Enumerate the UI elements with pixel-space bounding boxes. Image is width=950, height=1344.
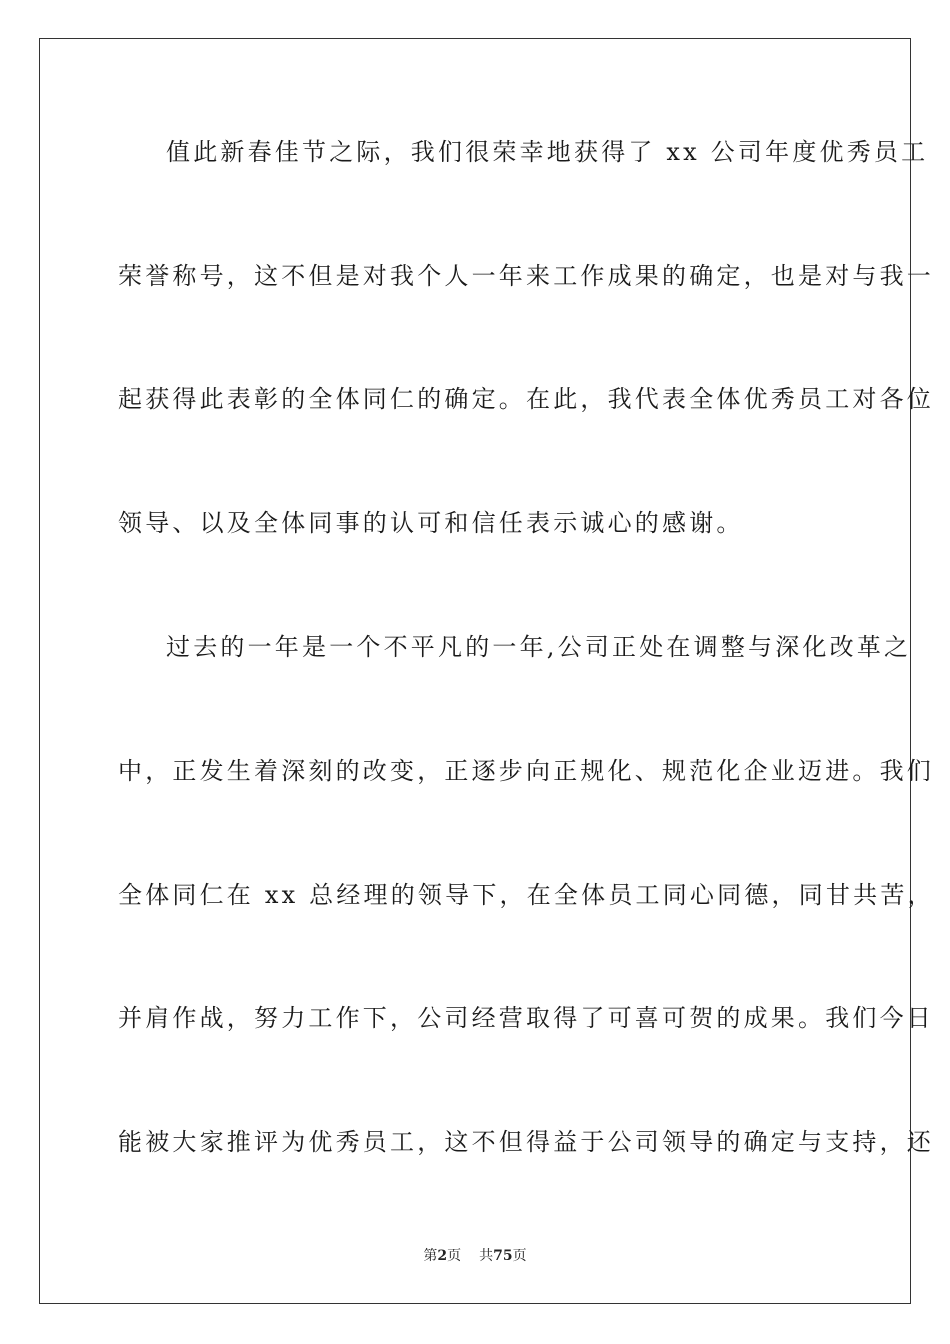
paragraph-1-line-1: 值此新春佳节之际，我们很荣幸地获得了 xx 公司年度优秀员工 [166, 138, 929, 166]
paragraph-2-line-2: 中，正发生着深刻的改变，正逐步向正规化、规范化企业迈进。我们 [118, 757, 934, 785]
page-suffix: 页 [447, 1248, 462, 1264]
paragraph-2-line-5: 能被大家推评为优秀员工，这不但得益于公司领导的确定与支持，还 [118, 1128, 934, 1156]
paragraph-2-line-1: 过去的一年是一个不平凡的一年,公司正处在调整与深化改革之 [166, 633, 912, 661]
paragraph-1-line-2: 荣誉称号，这不但是对我个人一年来工作成果的确定，也是对与我一 [118, 262, 934, 290]
paragraph-2-line-3: 全体同仁在 xx 总经理的领导下，在全体员工同心同德，同甘共苦， [118, 881, 935, 909]
paragraph-1-line-3: 起获得此表彰的全体同仁的确定。在此，我代表全体优秀员工对各位 [118, 385, 934, 413]
page-prefix: 第 [423, 1248, 438, 1264]
page-footer [0, 1247, 950, 1265]
total-prefix: 共 [479, 1248, 494, 1264]
paragraph-2-line-4: 并肩作战，努力工作下，公司经营取得了可喜可贺的成果。我们今日 [118, 1004, 934, 1032]
current-page-number: 2 [437, 1248, 448, 1264]
page-border [39, 38, 935, 1304]
paragraph-1-line-4: 领导、以及全体同事的认可和信任表示诚心的感谢。 [118, 509, 744, 537]
total-suffix: 页 [512, 1248, 527, 1264]
total-page-count: 75 [493, 1248, 513, 1264]
